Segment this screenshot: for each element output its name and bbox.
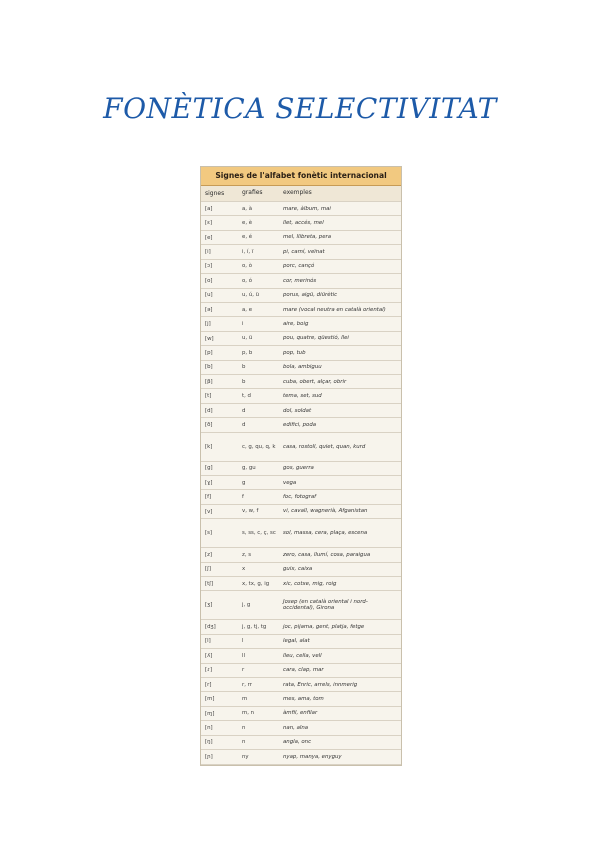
table-row: [201, 245, 401, 259]
example-cell: Josep (en català oriental i nord-occidental), Girona: [283, 599, 368, 612]
graph-cell: ny: [242, 753, 249, 760]
table-row: [201, 231, 401, 245]
graph-cell: v, w, f: [242, 508, 259, 515]
sign-cell: [d]: [205, 407, 213, 414]
sign-cell: [e]: [205, 234, 213, 241]
sign-cell: [z]: [205, 551, 213, 558]
graph-cell: ll: [242, 652, 245, 659]
table-row: [201, 260, 401, 274]
table-body: [201, 202, 401, 765]
sign-cell: [tʃ]: [205, 580, 214, 587]
graph-cell: u, ü: [242, 335, 253, 342]
sign-cell: [g]: [205, 465, 213, 472]
sign-cell: [ə]: [205, 306, 213, 313]
table-row: [201, 216, 401, 230]
graph-cell: a, à: [242, 205, 253, 212]
table-row: [201, 664, 401, 678]
sign-cell: [ɲ]: [205, 753, 213, 760]
table-row: [201, 505, 401, 519]
table-row: [201, 346, 401, 360]
sign-cell: [b]: [205, 364, 213, 371]
table-row: [201, 490, 401, 504]
table-row: [201, 389, 401, 403]
table-row: [201, 274, 401, 288]
example-cell: edifici, poda: [283, 421, 317, 428]
graph-cell: i, í, ï: [242, 248, 254, 255]
graph-cell: c, g, qu, q, k: [242, 443, 276, 450]
example-cell: xic, cotxe, mig, roig: [283, 580, 337, 587]
graph-cell: b: [242, 378, 246, 385]
sign-cell: [m]: [205, 696, 215, 703]
example-cell: aire, boig: [283, 320, 309, 327]
sign-cell: [k]: [205, 443, 213, 450]
graph-cell: n: [242, 724, 246, 731]
graph-cell: m: [242, 696, 248, 702]
ipa-table: [200, 166, 402, 766]
example-cell: àmfil, enfilar: [283, 710, 318, 717]
sign-cell: [r]: [205, 681, 212, 688]
sign-cell: [l]: [205, 638, 211, 645]
table-row: [201, 476, 401, 490]
sign-cell: [p]: [205, 349, 213, 356]
sign-cell: [ʎ]: [205, 652, 213, 659]
graph-cell: b: [242, 364, 246, 371]
sign-cell: [n]: [205, 724, 213, 731]
graph-cell: r, rr: [242, 681, 252, 688]
example-cell: angla, onc: [283, 739, 312, 746]
example-cell: lleu, cella, vell: [283, 652, 322, 659]
sign-cell: [i]: [205, 248, 211, 255]
table-row: [201, 649, 401, 663]
graph-cell: x, tx, g, ig: [242, 580, 270, 587]
table-row: [201, 361, 401, 375]
example-cell: foc, fotograf: [283, 494, 317, 501]
graph-cell: n: [242, 739, 246, 746]
table-row: [201, 591, 401, 620]
table-row: [201, 519, 401, 548]
graph-cell: j, g: [242, 602, 251, 609]
table-row: [201, 289, 401, 303]
table-heading: Signes de l'alfabet fonètic internacional: [201, 167, 401, 186]
table-row: [201, 462, 401, 476]
example-cell: cuba, obert, alçar, obrir: [283, 378, 347, 385]
table-row: [201, 418, 401, 432]
example-cell: sol, massa, cera, plaça, escena: [283, 530, 368, 537]
page-title: FONÈTICA SELECTIVITAT: [103, 92, 497, 125]
example-cell: dol, soldat: [283, 407, 312, 414]
table-row: [201, 202, 401, 216]
sign-cell: [ɔ]: [205, 263, 213, 270]
sign-cell: [ʒ]: [205, 602, 213, 609]
sign-cell: [ɛ]: [205, 220, 213, 227]
table-row: [201, 707, 401, 721]
sign-cell: [o]: [205, 277, 213, 284]
graph-cell: l: [242, 638, 244, 645]
graph-cell: x: [242, 566, 246, 573]
example-cell: cara, clap, mar: [283, 667, 324, 674]
table-row: [201, 635, 401, 649]
example-cell: legal, alat: [283, 638, 310, 645]
column-header-grafies: grafies: [242, 189, 263, 197]
sign-cell: [f]: [205, 494, 212, 501]
table-row: [201, 692, 401, 706]
table-row: [201, 548, 401, 562]
graph-cell: g, gu: [242, 465, 256, 472]
table-row: [201, 721, 401, 735]
sign-cell: [u]: [205, 292, 213, 299]
table-row: [201, 678, 401, 692]
sign-cell: [j]: [205, 321, 211, 328]
example-cell: casa, rostoll, quiet, quan, kurd: [283, 443, 366, 450]
example-cell: bola, ambiguu: [283, 364, 322, 371]
example-cell: joc, pijama, gent, platja, fetge: [283, 623, 365, 630]
graph-cell: j, g, tj, tg: [242, 623, 267, 630]
table-row: [201, 404, 401, 418]
example-cell: guix, caixa: [283, 566, 313, 573]
example-cell: nyap, manya, enyguy: [283, 753, 342, 760]
example-cell: porus, aigü, diürètic: [283, 292, 338, 299]
table-row: [201, 433, 401, 462]
graph-cell: m, n: [242, 710, 255, 717]
graph-cell: p, b: [242, 349, 253, 356]
sign-cell: [dʒ]: [205, 623, 216, 630]
graph-cell: o, ò: [242, 263, 253, 270]
example-cell: vi, cavall, wagnerià, Afganistan: [283, 508, 368, 515]
example-cell: vega: [283, 479, 297, 486]
example-cell: mare (vocal neutra en català oriental): [283, 306, 386, 313]
example-cell: nan, aïna: [283, 724, 309, 731]
graph-cell: s, ss, c, ç, sc: [242, 530, 276, 537]
sign-cell: [ɾ]: [205, 667, 213, 674]
sign-cell: [ɱ]: [205, 710, 215, 717]
sign-cell: [ʃ]: [205, 566, 212, 573]
sign-cell: [ð]: [205, 422, 213, 429]
sign-cell: [a]: [205, 205, 213, 212]
graph-cell: e, è: [242, 220, 253, 227]
table-row: [201, 375, 401, 389]
example-cell: llet, accés, mel: [283, 220, 324, 227]
graph-cell: f: [242, 494, 244, 501]
graph-cell: a, e: [242, 306, 253, 313]
table-row: [201, 332, 401, 346]
sign-cell: [ŋ]: [205, 739, 213, 746]
table-row: [201, 317, 401, 331]
graph-cell: t, d: [242, 393, 251, 400]
table-row: [201, 736, 401, 750]
graph-cell: d: [242, 421, 246, 428]
graph-cell: e, é: [242, 234, 253, 241]
example-cell: zero, casa, llumí, cosa, paraigua: [283, 551, 371, 558]
sign-cell: [v]: [205, 508, 213, 515]
sign-cell: [β]: [205, 378, 213, 385]
table-row: [201, 577, 401, 591]
table-row: [201, 750, 401, 764]
graph-cell: d: [242, 407, 246, 414]
column-header-signes: signes: [205, 190, 225, 197]
sign-cell: [w]: [205, 335, 214, 342]
sign-cell: [ɣ]: [205, 479, 213, 486]
sign-cell: [s]: [205, 530, 213, 537]
example-cell: tema, set, sud: [283, 393, 322, 400]
example-cell: pop, tub: [283, 349, 306, 356]
example-cell: cor, merinós: [283, 277, 317, 284]
table-row: [201, 303, 401, 317]
example-cell: mare, àlbum, mai: [283, 205, 331, 212]
example-cell: pi, camí, veïnat: [283, 248, 325, 255]
example-cell: gos, guerra: [283, 465, 314, 472]
graph-cell: u, ú, ü: [242, 292, 260, 299]
example-cell: mel, llibreta, pera: [283, 234, 332, 241]
graph-cell: o, ó: [242, 277, 253, 284]
column-header-exemples: exemples: [283, 189, 312, 197]
table-column-header: [201, 186, 401, 202]
graph-cell: i: [242, 320, 244, 327]
table-row: [201, 620, 401, 634]
table-row: [201, 563, 401, 577]
graph-cell: g: [242, 479, 246, 486]
example-cell: mes, ama, tom: [283, 696, 324, 702]
sign-cell: [t]: [205, 393, 212, 400]
graph-cell: z, s: [242, 551, 252, 558]
example-cell: porc, cançó: [283, 263, 315, 270]
example-cell: rata, Enric, arrels, innmerig: [283, 681, 358, 688]
example-cell: pou, quatre, qüestió, llei: [283, 335, 349, 342]
graph-cell: r: [242, 667, 245, 674]
